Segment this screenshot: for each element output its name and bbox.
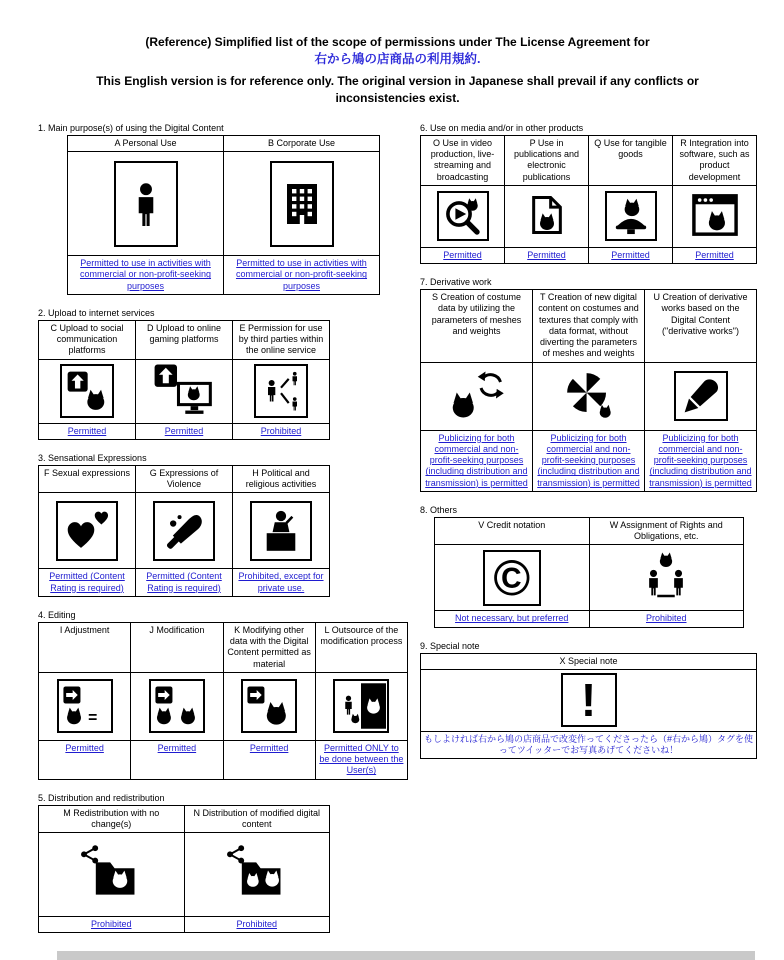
exclamation-icon: !	[580, 674, 597, 727]
icon-frame	[149, 679, 205, 733]
permissions-table	[38, 805, 330, 934]
status-text: Publicizing for both commercial and non-profit-seeking purposes (including distribution and transmission) is permitted	[533, 430, 645, 491]
left-column	[38, 123, 408, 947]
icon-cell	[39, 493, 136, 569]
icon-frame	[254, 364, 308, 418]
permissions-table	[67, 135, 380, 295]
video-production-icon	[442, 196, 484, 236]
permissions-table	[420, 653, 757, 760]
column-header: L Outsource of the modification process	[315, 622, 407, 672]
section-editing	[38, 610, 408, 780]
title-line-1: (Reference) Simplified list of the scope of permissions under The License Agreement for	[145, 35, 650, 49]
status-text: Permitted	[131, 740, 223, 779]
section-main-purpose	[38, 123, 408, 295]
section-special-note	[420, 641, 757, 760]
column-header: M Redistribution with no change(s)	[39, 805, 185, 833]
material-modify-icon	[246, 684, 292, 728]
podium-speech-icon	[258, 509, 304, 553]
column-header: W Assignment of Rights and Obligations, etc.	[589, 517, 744, 545]
section-derivative-work	[420, 277, 757, 492]
section-sensational	[38, 453, 408, 597]
permissions-table	[38, 622, 408, 780]
person-icon	[123, 171, 169, 237]
icon-cell	[421, 362, 533, 430]
icon-cell	[131, 672, 223, 740]
column-header: C Upload to social communication platforms	[39, 320, 136, 359]
publication-icon	[527, 191, 567, 239]
section-title: 5. Distribution and redistribution	[38, 792, 165, 803]
icon-cell	[645, 362, 757, 430]
modification-icon	[154, 684, 200, 728]
section-title: 8. Others	[420, 504, 458, 515]
status-text: Permitted to use in activities with commercial or non-profit-seeking purposes	[68, 256, 224, 295]
third-party-share-icon	[259, 369, 303, 413]
new-content-pinwheel-icon	[564, 371, 614, 419]
status-text: Permitted	[223, 740, 315, 779]
column-header: K Modifying other data with the Digital Content permitted as material	[223, 622, 315, 672]
derivative-pen-icon	[680, 376, 722, 416]
icon-cell	[589, 545, 744, 611]
section-others	[420, 505, 757, 628]
icon-frame	[674, 371, 728, 421]
icon-frame	[561, 673, 617, 727]
icon-frame	[153, 501, 215, 561]
svg-text:=: =	[87, 710, 97, 728]
upload-gaming-icon	[154, 364, 214, 416]
knife-icon	[160, 508, 208, 554]
status-text: Permitted (Content Rating is required)	[39, 569, 136, 597]
title-disclaimer: This English version is for reference only. The original version in Japanese shall prevail if any conflicts or inconsistencies exist.	[96, 74, 699, 106]
icon-cell	[533, 362, 645, 430]
column-header: I Adjustment	[39, 622, 131, 672]
upload-social-icon	[65, 369, 109, 413]
icon-cell	[421, 669, 757, 731]
status-text: Prohibited	[39, 917, 185, 933]
section-title: 6. Use on media and/or in other products	[420, 122, 584, 133]
icon-cell	[233, 493, 330, 569]
special-note-text: もしよければ右から鳩の店商品で改変作ってくださったら（#右から鳩）タグを使ってツイッターでお写真あげてくださいね！	[421, 731, 757, 759]
outsource-icon	[336, 682, 386, 730]
icon-cell	[589, 185, 673, 247]
status-text: Not necessary, but preferred	[435, 611, 590, 627]
title-block	[38, 34, 757, 107]
permissions-table	[420, 135, 757, 264]
icon-frame	[250, 501, 312, 561]
icon-frame	[333, 679, 389, 733]
column-header: N Distribution of modified digital content	[184, 805, 330, 833]
column-header: S Creation of costume data by utilizing the parameters of meshes and weights	[421, 290, 533, 363]
icon-cell	[136, 493, 233, 569]
section-title: 4. Editing	[38, 609, 76, 620]
redistribute-folder-icon	[79, 844, 143, 902]
section-title: 1. Main purpose(s) of using the Digital Content	[38, 122, 224, 133]
column-header: X Special note	[421, 653, 757, 669]
status-text: Permitted	[673, 247, 757, 263]
right-column	[420, 123, 757, 773]
status-text: Permitted	[136, 423, 233, 439]
icon-cell	[435, 545, 590, 611]
status-text: Publicizing for both commercial and non-profit-seeking purposes (including distribution and transmission) is permitted	[421, 430, 533, 491]
costume-data-icon	[448, 370, 506, 420]
column-header: P Use in publications and electronic publications	[505, 135, 589, 185]
icon-cell	[233, 359, 330, 423]
icon-frame	[60, 364, 114, 418]
column-header: G Expressions of Violence	[136, 465, 233, 493]
section-upload-internet	[38, 308, 408, 440]
column-header: Q Use for tangible goods	[589, 135, 673, 185]
distribute-modified-folder-icon	[225, 844, 289, 902]
column-header: O Use in video production, live-streaming and broadcasting	[421, 135, 505, 185]
title-japanese: 右から鳩の店商品の利用規約.	[314, 51, 481, 66]
column-header: B Corporate Use	[224, 135, 380, 151]
next-page-edge	[57, 951, 755, 960]
content-columns	[38, 123, 757, 947]
icon-cell	[421, 185, 505, 247]
software-integration-icon	[690, 192, 740, 238]
copyright-icon: ©	[493, 549, 531, 606]
icon-cell	[673, 185, 757, 247]
icon-cell	[505, 185, 589, 247]
status-text: Permitted	[39, 740, 131, 779]
status-text: Prohibited	[589, 611, 744, 627]
icon-cell	[315, 672, 407, 740]
section-distribution	[38, 793, 408, 934]
permissions-table	[434, 517, 744, 628]
status-text: Prohibited	[233, 423, 330, 439]
status-text: Publicizing for both commercial and non-profit-seeking purposes (including distribution and transmission) is permitted	[645, 430, 757, 491]
permissions-table	[420, 289, 757, 492]
icon-cell	[224, 152, 380, 256]
section-media-products	[420, 123, 757, 264]
column-header: R Integration into software, such as product development	[673, 135, 757, 185]
status-text: Permitted	[589, 247, 673, 263]
icon-cell	[136, 359, 233, 423]
status-text: Prohibited, except for private use.	[233, 569, 330, 597]
icon-frame	[57, 679, 113, 733]
status-text: Permitted to use in activities with commercial or non-profit-seeking purposes	[224, 256, 380, 295]
column-header: T Creation of new digital content on costumes and textures that comply with data format, without diverting the parameters of meshes and weights	[533, 290, 645, 363]
icon-frame	[114, 161, 178, 247]
icon-cell	[223, 672, 315, 740]
icon-frame	[56, 501, 118, 561]
icon-frame	[483, 550, 541, 606]
icon-cell	[184, 833, 330, 917]
icon-cell	[39, 672, 131, 740]
icon-cell	[39, 359, 136, 423]
icon-cell	[39, 833, 185, 917]
hearts-icon	[62, 507, 112, 555]
section-title: 2. Upload to internet services	[38, 307, 155, 318]
status-text: Permitted	[505, 247, 589, 263]
icon-cell	[68, 152, 224, 256]
column-header: A Personal Use	[68, 135, 224, 151]
rights-assignment-icon	[637, 551, 695, 601]
column-header: E Permission for use by third parties within the online service	[233, 320, 330, 359]
section-title: 7. Derivative work	[420, 277, 492, 288]
status-text: Prohibited	[184, 917, 330, 933]
column-header: F Sexual expressions	[39, 465, 136, 493]
status-text: Permitted (Content Rating is required)	[136, 569, 233, 597]
section-title: 9. Special note	[420, 640, 480, 651]
icon-frame	[270, 161, 334, 247]
column-header: H Political and religious activities	[233, 465, 330, 493]
status-text: Permitted ONLY to be done between the User(s)	[315, 740, 407, 779]
column-header: V Credit notation	[435, 517, 590, 545]
permissions-table	[38, 320, 330, 440]
column-header: J Modification	[131, 622, 223, 672]
column-header: U Creation of derivative works based on the Digital Content ("derivative works")	[645, 290, 757, 363]
column-header: D Upload to online gaming platforms	[136, 320, 233, 359]
status-text: Permitted	[39, 423, 136, 439]
icon-frame	[605, 191, 657, 241]
permissions-table	[38, 465, 330, 597]
tangible-goods-icon	[611, 197, 651, 235]
section-title: 3. Sensational Expressions	[38, 452, 147, 463]
corporate-building-icon	[278, 172, 326, 236]
status-text: Permitted	[421, 247, 505, 263]
adjustment-icon	[62, 684, 108, 728]
icon-frame	[241, 679, 297, 733]
icon-frame	[437, 191, 489, 241]
